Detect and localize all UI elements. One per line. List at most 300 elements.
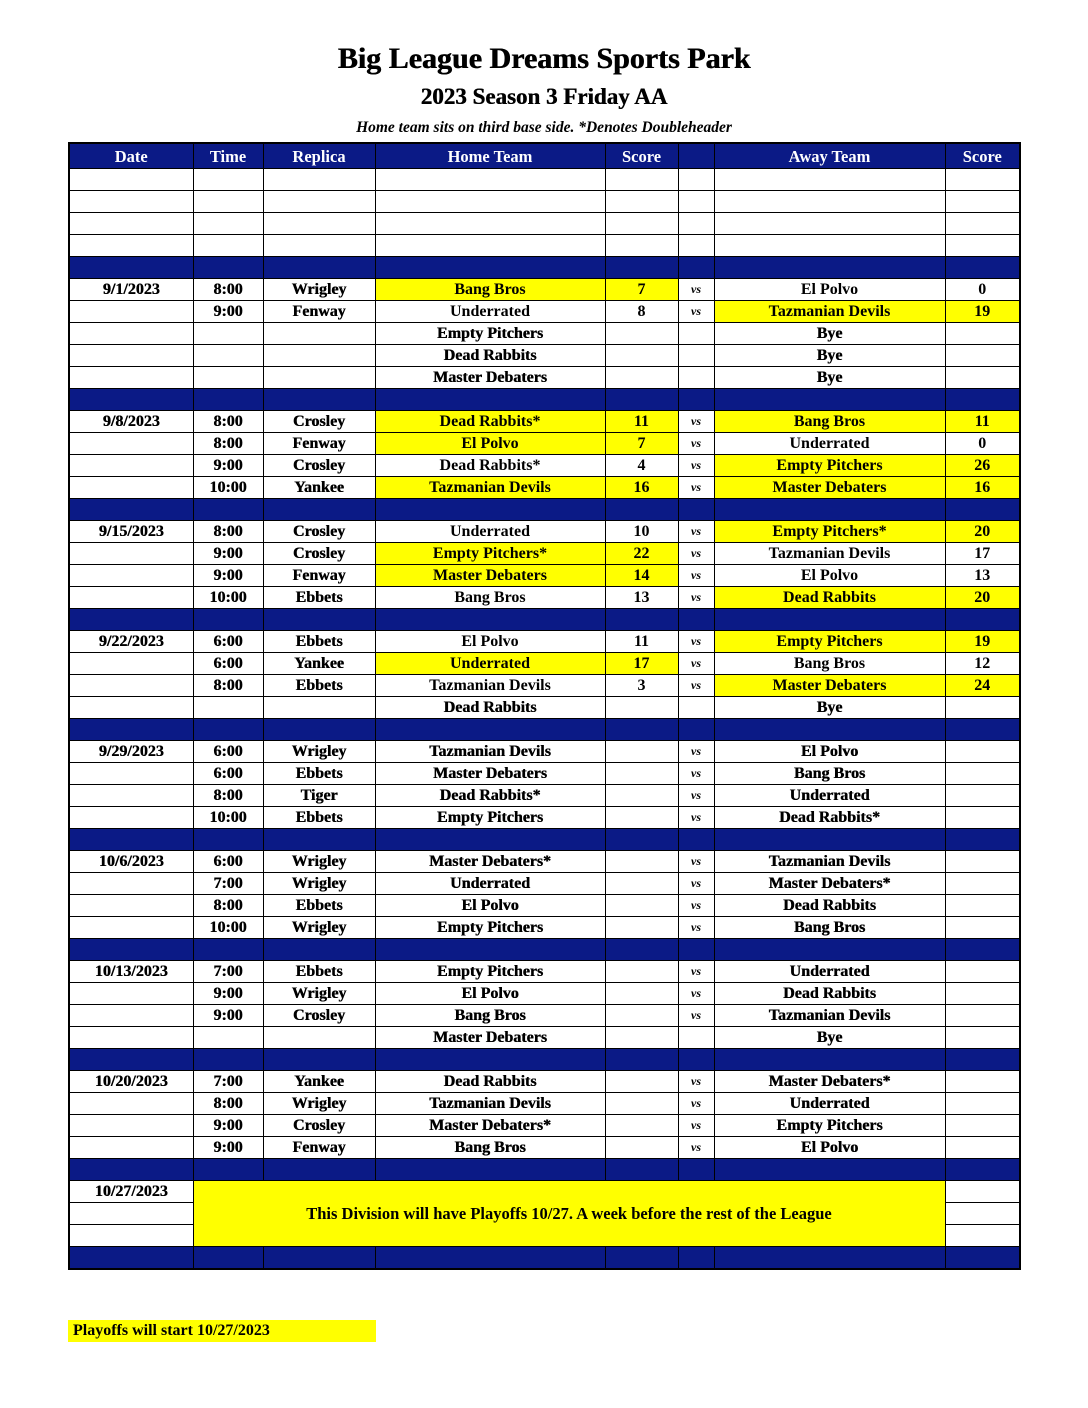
separator-cell (678, 719, 714, 741)
game-row (69, 697, 1020, 719)
game-field: Yankee (263, 1071, 375, 1093)
away-score (945, 1203, 1020, 1225)
separator-cell (263, 1247, 375, 1270)
game-date (69, 565, 193, 587)
home-score (605, 169, 678, 191)
home-score (605, 763, 678, 785)
away-score: 26 (945, 455, 1020, 477)
away-team: Master Debaters* (714, 873, 945, 895)
separator-cell (69, 719, 193, 741)
separator-cell (263, 829, 375, 851)
home-team: Empty Pitchers (375, 961, 605, 983)
vs-label (678, 697, 714, 719)
game-field (263, 323, 375, 345)
home-score (605, 1071, 678, 1093)
away-score (945, 213, 1020, 235)
game-field (263, 191, 375, 213)
away-score (945, 983, 1020, 1005)
separator-cell (605, 499, 678, 521)
game-date (69, 587, 193, 609)
game-field: Wrigley (263, 873, 375, 895)
week-separator (69, 829, 1020, 851)
game-field: Wrigley (263, 851, 375, 873)
separator-cell (263, 1049, 375, 1071)
separator-cell (263, 1159, 375, 1181)
game-date (69, 1225, 193, 1247)
away-team (714, 235, 945, 257)
col-header-time: Time (193, 143, 263, 169)
game-date (69, 235, 193, 257)
away-team (714, 191, 945, 213)
away-score: 20 (945, 587, 1020, 609)
home-team: Dead Rabbits (375, 1071, 605, 1093)
home-score (605, 367, 678, 389)
away-team: Dead Rabbits (714, 983, 945, 1005)
game-date (69, 675, 193, 697)
game-field: Crosley (263, 411, 375, 433)
game-date (69, 873, 193, 895)
game-row (69, 675, 1020, 697)
game-field: Wrigley (263, 983, 375, 1005)
away-team: Bye (714, 367, 945, 389)
away-team: Underrated (714, 785, 945, 807)
separator-cell (193, 1049, 263, 1071)
away-score: 19 (945, 631, 1020, 653)
game-field (263, 367, 375, 389)
game-time: 9:00 (193, 543, 263, 565)
separator-cell (678, 829, 714, 851)
away-team: Empty Pitchers (714, 631, 945, 653)
away-team: Tazmanian Devils (714, 543, 945, 565)
separator-cell (193, 257, 263, 279)
game-field: Ebbets (263, 587, 375, 609)
vs-label: vs (678, 631, 714, 653)
game-time: 9:00 (193, 1137, 263, 1159)
game-row (69, 961, 1020, 983)
game-field (263, 345, 375, 367)
vs-label: vs (678, 1093, 714, 1115)
away-score: 20 (945, 521, 1020, 543)
game-date: 9/29/2023 (69, 741, 193, 763)
home-team (375, 235, 605, 257)
separator-cell (375, 719, 605, 741)
away-score (945, 1093, 1020, 1115)
separator-cell (714, 499, 945, 521)
schedule-body (69, 169, 1020, 1270)
game-date (69, 213, 193, 235)
game-date: 10/6/2023 (69, 851, 193, 873)
away-score (945, 785, 1020, 807)
game-date (69, 697, 193, 719)
game-row (69, 1027, 1020, 1049)
playoffs-footer-note: Playoffs will start 10/27/2023 (68, 1320, 376, 1342)
home-team: Master Debaters* (375, 1115, 605, 1137)
home-score: 4 (605, 455, 678, 477)
separator-cell (69, 829, 193, 851)
away-team: Underrated (714, 1093, 945, 1115)
col-header-date: Date (69, 143, 193, 169)
separator-cell (193, 719, 263, 741)
separator-cell (945, 1247, 1020, 1270)
home-score: 8 (605, 301, 678, 323)
home-score: 14 (605, 565, 678, 587)
home-team: Master Debaters (375, 367, 605, 389)
separator-cell (678, 499, 714, 521)
game-time: 9:00 (193, 301, 263, 323)
game-time: 7:00 (193, 961, 263, 983)
separator-cell (69, 1049, 193, 1071)
away-score: 17 (945, 543, 1020, 565)
game-row (69, 1137, 1020, 1159)
game-time: 9:00 (193, 983, 263, 1005)
week-separator (69, 609, 1020, 631)
separator-cell (678, 257, 714, 279)
separator-cell (375, 1049, 605, 1071)
game-row (69, 301, 1020, 323)
home-score: 3 (605, 675, 678, 697)
away-team: El Polvo (714, 279, 945, 301)
game-field: Fenway (263, 1137, 375, 1159)
away-score (945, 1225, 1020, 1247)
game-field (263, 1027, 375, 1049)
vs-label: vs (678, 917, 714, 939)
home-score: 7 (605, 279, 678, 301)
col-header-home-team: Home Team (375, 143, 605, 169)
away-score (945, 697, 1020, 719)
game-time (193, 169, 263, 191)
week-separator (69, 257, 1020, 279)
vs-label: vs (678, 961, 714, 983)
vs-label: vs (678, 279, 714, 301)
game-row (69, 807, 1020, 829)
separator-cell (605, 1159, 678, 1181)
separator-cell (375, 1159, 605, 1181)
game-date (69, 1203, 193, 1225)
week-separator (69, 1049, 1020, 1071)
game-date (69, 1005, 193, 1027)
home-score (605, 697, 678, 719)
game-date (69, 1093, 193, 1115)
home-team: El Polvo (375, 631, 605, 653)
game-row (69, 565, 1020, 587)
separator-cell (193, 939, 263, 961)
vs-label (678, 235, 714, 257)
game-time: 9:00 (193, 1115, 263, 1137)
game-time: 9:00 (193, 1005, 263, 1027)
vs-label: vs (678, 1005, 714, 1027)
away-team: El Polvo (714, 565, 945, 587)
separator-cell (945, 609, 1020, 631)
separator-cell (678, 1247, 714, 1270)
away-team: Underrated (714, 433, 945, 455)
separator-cell (69, 389, 193, 411)
home-team: Dead Rabbits (375, 345, 605, 367)
separator-cell (375, 389, 605, 411)
game-date (69, 323, 193, 345)
separator-cell (69, 499, 193, 521)
game-field: Wrigley (263, 1093, 375, 1115)
game-time (193, 323, 263, 345)
home-team (375, 169, 605, 191)
separator-cell (945, 719, 1020, 741)
home-score (605, 1115, 678, 1137)
home-score: 22 (605, 543, 678, 565)
separator-cell (945, 1159, 1020, 1181)
game-date (69, 169, 193, 191)
away-team: Bang Bros (714, 917, 945, 939)
home-score (605, 1005, 678, 1027)
vs-label: vs (678, 807, 714, 829)
game-time: 8:00 (193, 675, 263, 697)
vs-label: vs (678, 521, 714, 543)
game-date: 9/1/2023 (69, 279, 193, 301)
separator-cell (678, 389, 714, 411)
game-field: Crosley (263, 1005, 375, 1027)
vs-label: vs (678, 411, 714, 433)
away-team: Tazmanian Devils (714, 301, 945, 323)
game-date (69, 1137, 193, 1159)
game-time: 6:00 (193, 763, 263, 785)
away-score (945, 169, 1020, 191)
separator-cell (193, 609, 263, 631)
game-date (69, 1115, 193, 1137)
separator-cell (263, 389, 375, 411)
week-separator (69, 1247, 1020, 1270)
separator-cell (945, 389, 1020, 411)
away-team: Bye (714, 323, 945, 345)
separator-cell (605, 939, 678, 961)
home-team (375, 213, 605, 235)
home-team: Master Debaters (375, 565, 605, 587)
vs-label: vs (678, 873, 714, 895)
away-team: Dead Rabbits (714, 587, 945, 609)
separator-cell (69, 1159, 193, 1181)
separator-cell (263, 499, 375, 521)
away-score (945, 895, 1020, 917)
vs-label: vs (678, 785, 714, 807)
away-team: Tazmanian Devils (714, 1005, 945, 1027)
vs-label (678, 169, 714, 191)
separator-cell (678, 1049, 714, 1071)
game-row (69, 587, 1020, 609)
away-team: Bye (714, 1027, 945, 1049)
game-time: 8:00 (193, 279, 263, 301)
away-score: 13 (945, 565, 1020, 587)
game-row (69, 785, 1020, 807)
home-team: Tazmanian Devils (375, 1093, 605, 1115)
game-time (193, 191, 263, 213)
separator-cell (375, 939, 605, 961)
game-time: 9:00 (193, 455, 263, 477)
separator-cell (605, 1247, 678, 1270)
game-row (69, 983, 1020, 1005)
game-date (69, 367, 193, 389)
separator-cell (678, 939, 714, 961)
playoffs-banner: This Division will have Playoffs 10/27. A week before the rest of the League (193, 1181, 945, 1247)
schedule-table (68, 142, 1021, 1270)
game-date (69, 895, 193, 917)
separator-cell (193, 1247, 263, 1270)
home-score (605, 983, 678, 1005)
game-field: Ebbets (263, 961, 375, 983)
home-team: El Polvo (375, 433, 605, 455)
home-score (605, 741, 678, 763)
game-time: 8:00 (193, 521, 263, 543)
game-date: 9/15/2023 (69, 521, 193, 543)
separator-cell (945, 257, 1020, 279)
separator-cell (375, 1247, 605, 1270)
away-team: Empty Pitchers (714, 455, 945, 477)
game-row (69, 851, 1020, 873)
game-time: 7:00 (193, 1071, 263, 1093)
game-row (69, 895, 1020, 917)
game-time: 6:00 (193, 653, 263, 675)
home-score: 17 (605, 653, 678, 675)
vs-label (678, 367, 714, 389)
game-field: Wrigley (263, 279, 375, 301)
away-team (714, 213, 945, 235)
home-score (605, 1137, 678, 1159)
away-score (945, 851, 1020, 873)
game-time (193, 367, 263, 389)
game-row (69, 543, 1020, 565)
away-team: Bang Bros (714, 411, 945, 433)
game-time (193, 213, 263, 235)
away-team (714, 169, 945, 191)
home-score (605, 873, 678, 895)
separator-cell (714, 1247, 945, 1270)
away-score (945, 345, 1020, 367)
away-score (945, 807, 1020, 829)
game-field: Ebbets (263, 807, 375, 829)
schedule-note: Home team sits on third base side. *Denotes Doubleheader (356, 119, 732, 136)
game-time: 8:00 (193, 785, 263, 807)
game-row (69, 169, 1020, 191)
home-score (605, 323, 678, 345)
separator-cell (375, 609, 605, 631)
separator-cell (714, 609, 945, 631)
vs-label: vs (678, 653, 714, 675)
separator-cell (69, 1247, 193, 1270)
vs-label: vs (678, 433, 714, 455)
vs-label: vs (678, 983, 714, 1005)
home-score (605, 895, 678, 917)
vs-label: vs (678, 301, 714, 323)
separator-cell (605, 389, 678, 411)
home-team: Dead Rabbits* (375, 411, 605, 433)
game-time: 6:00 (193, 851, 263, 873)
week-separator (69, 499, 1020, 521)
away-score (945, 917, 1020, 939)
home-team: Tazmanian Devils (375, 477, 605, 499)
home-score: 11 (605, 411, 678, 433)
game-field: Crosley (263, 543, 375, 565)
home-team: Tazmanian Devils (375, 741, 605, 763)
home-team: Empty Pitchers (375, 807, 605, 829)
game-row (69, 455, 1020, 477)
game-row (69, 1115, 1020, 1137)
game-row (69, 1071, 1020, 1093)
page-subtitle: 2023 Season 3 Friday AA (420, 84, 668, 109)
vs-label: vs (678, 1137, 714, 1159)
away-score: 16 (945, 477, 1020, 499)
vs-label: vs (678, 851, 714, 873)
vs-label (678, 213, 714, 235)
separator-cell (193, 389, 263, 411)
away-score: 11 (945, 411, 1020, 433)
vs-label: vs (678, 763, 714, 785)
game-row (69, 345, 1020, 367)
away-score (945, 1137, 1020, 1159)
away-score (945, 323, 1020, 345)
week-separator (69, 389, 1020, 411)
game-field: Ebbets (263, 895, 375, 917)
separator-cell (678, 609, 714, 631)
away-team: Bang Bros (714, 763, 945, 785)
home-team: Empty Pitchers (375, 323, 605, 345)
home-score (605, 235, 678, 257)
game-date (69, 191, 193, 213)
separator-cell (945, 1049, 1020, 1071)
home-score (605, 1093, 678, 1115)
game-field: Ebbets (263, 631, 375, 653)
home-team: Bang Bros (375, 279, 605, 301)
away-team: Master Debaters* (714, 1071, 945, 1093)
game-field: Yankee (263, 477, 375, 499)
game-time: 10:00 (193, 917, 263, 939)
home-team: Underrated (375, 873, 605, 895)
game-date (69, 653, 193, 675)
game-field (263, 235, 375, 257)
away-team: Empty Pitchers (714, 1115, 945, 1137)
separator-cell (263, 257, 375, 279)
away-score (945, 191, 1020, 213)
away-team: Bye (714, 697, 945, 719)
home-score: 11 (605, 631, 678, 653)
game-row (69, 213, 1020, 235)
away-score: 24 (945, 675, 1020, 697)
separator-cell (945, 939, 1020, 961)
playoffs-row (69, 1181, 1020, 1203)
separator-cell (605, 829, 678, 851)
game-row (69, 631, 1020, 653)
vs-label (678, 1027, 714, 1049)
separator-cell (69, 257, 193, 279)
home-team: Underrated (375, 653, 605, 675)
header-row (69, 143, 1020, 169)
game-row (69, 411, 1020, 433)
away-score (945, 1181, 1020, 1203)
away-score: 19 (945, 301, 1020, 323)
home-team: Bang Bros (375, 1137, 605, 1159)
vs-label: vs (678, 1115, 714, 1137)
home-team: Master Debaters (375, 763, 605, 785)
vs-label: vs (678, 455, 714, 477)
game-row (69, 235, 1020, 257)
game-date (69, 763, 193, 785)
separator-cell (714, 1049, 945, 1071)
week-separator (69, 1159, 1020, 1181)
game-row (69, 653, 1020, 675)
game-row (69, 917, 1020, 939)
game-row (69, 1005, 1020, 1027)
game-row (69, 521, 1020, 543)
home-team: Tazmanian Devils (375, 675, 605, 697)
game-row (69, 477, 1020, 499)
separator-cell (714, 1159, 945, 1181)
game-field: Fenway (263, 565, 375, 587)
game-date (69, 433, 193, 455)
